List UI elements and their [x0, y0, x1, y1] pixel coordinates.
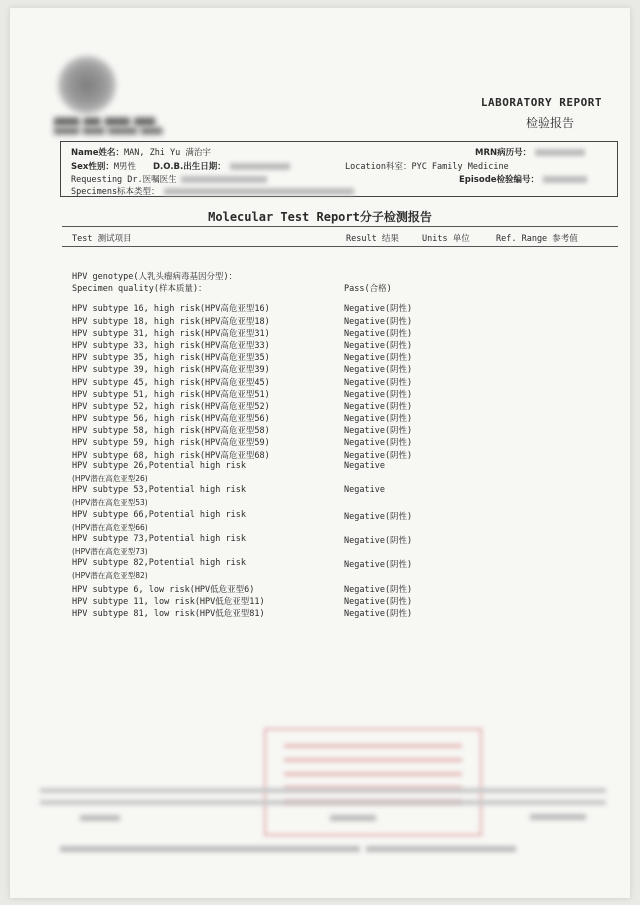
table-row — [72, 351, 592, 363]
test-name: HPV subtype 18, high risk(HPV高危亚型18) — [72, 316, 270, 327]
dob-field — [153, 160, 290, 172]
test-result: Negative(阴性) — [344, 609, 413, 620]
table-row — [72, 485, 592, 509]
table-row — [72, 363, 592, 375]
table-row — [72, 510, 592, 534]
hospital-logo — [58, 56, 116, 114]
test-result: Negative(阴性) — [344, 426, 413, 437]
sex-label: Sex性别： — [71, 162, 114, 172]
table-row — [72, 412, 592, 424]
hospital-subname-redacted: ███████ ██████ ████████ ██████ — [54, 128, 163, 135]
report-header-title: LABORATORY REPORT — [480, 96, 602, 109]
test-name: HPV subtype 81, low risk(HPV低危亚型81) — [72, 609, 265, 620]
test-result: Negative(阴性) — [344, 414, 413, 425]
test-name-cn: (HPV潜在高危亚型53) — [72, 498, 148, 508]
footer-redacted-note-cn — [366, 846, 516, 852]
test-name: HPV subtype 66,Potential high risk — [72, 509, 246, 520]
table-row — [72, 424, 592, 436]
test-result: Negative(阴性) — [344, 365, 413, 376]
footer-redacted-note — [60, 846, 360, 852]
test-name: HPV subtype 11, low risk(HPV低危亚型11) — [72, 596, 265, 607]
mrn-field — [475, 146, 585, 158]
location-label: Location科室： — [345, 162, 412, 172]
col-header-result: Result 结果 — [346, 234, 399, 244]
table-row — [72, 315, 592, 327]
specimen-quality-value: Pass(合格) — [344, 284, 392, 295]
dob-label: D.O.B.出生日期： — [153, 162, 226, 172]
genotype-heading-row — [72, 270, 592, 282]
table-row — [72, 436, 592, 448]
test-result: Negative — [344, 460, 385, 471]
test-result: Negative(阴性) — [344, 584, 413, 595]
patient-info-box — [60, 141, 618, 197]
requesting-field — [71, 173, 267, 185]
test-result: Negative(阴性) — [344, 340, 413, 351]
table-row — [72, 449, 592, 461]
test-result: Negative(阴性) — [344, 450, 413, 461]
test-name: HPV subtype 33, high risk(HPV高危亚型33) — [72, 340, 270, 351]
test-name: HPV subtype 73,Potential high risk — [72, 533, 246, 544]
mrn-label: MRN病历号： — [475, 148, 532, 158]
table-row — [72, 302, 592, 314]
location-field — [345, 160, 509, 172]
patient-name-field — [71, 146, 211, 158]
test-name: HPV subtype 52, high risk(HPV高危亚型52) — [72, 401, 270, 412]
sex-field — [71, 160, 136, 172]
hospital-name-redacted: ██████ ████ ██████ █████ — [54, 118, 156, 126]
test-result: Negative(阴性) — [344, 389, 413, 400]
test-name: HPV subtype 59, high risk(HPV高危亚型59) — [72, 438, 270, 449]
test-result: Negative(阴性) — [344, 377, 413, 388]
genotype-label: HPV genotype(人乳头瘤病毒基因分型)： — [72, 272, 238, 282]
specimen-quality-label: Specimen quality(样本质量)： — [72, 284, 207, 295]
test-name: HPV subtype 6, low risk(HPV低危亚型6) — [72, 584, 255, 595]
test-result: Negative(阴性) — [344, 535, 413, 546]
table-row — [72, 376, 592, 388]
test-result: Negative(阴性) — [344, 353, 413, 364]
test-name: HPV subtype 53,Potential high risk — [72, 485, 246, 496]
specimens-redacted — [164, 188, 354, 195]
test-result: Negative(阴性) — [344, 401, 413, 412]
test-name-cn: (HPV潜在高危亚型26) — [72, 473, 148, 483]
test-result: Negative(阴性) — [344, 438, 413, 449]
report-header-title-cn: 检验报告 — [525, 116, 574, 130]
test-name-cn: (HPV潜在高危亚型82) — [72, 571, 148, 581]
table-row — [72, 595, 592, 607]
test-result: Negative(阴性) — [344, 328, 413, 339]
episode-label: Episode检验编号： — [459, 175, 540, 185]
test-name-cn: (HPV潜在高危亚型73) — [72, 546, 148, 556]
table-row — [72, 461, 592, 485]
test-name: HPV subtype 31, high risk(HPV高危亚型31) — [72, 328, 270, 339]
test-name: HPV subtype 56, high risk(HPV高危亚型56) — [72, 414, 270, 425]
divider-top — [62, 226, 618, 227]
test-result: Negative — [344, 485, 385, 496]
test-name-cn: (HPV潜在高危亚型66) — [72, 522, 148, 532]
report-page — [10, 8, 630, 898]
molecular-report-title: Molecular Test Report分子检测报告 — [208, 210, 432, 224]
test-name: HPV subtype 68, high risk(HPV高危亚型68) — [72, 450, 270, 461]
table-row — [72, 339, 592, 351]
test-result: Negative(阴性) — [344, 316, 413, 327]
footer-redacted-line-2 — [40, 800, 606, 805]
col-header-test: Test 测试项目 — [72, 234, 132, 244]
table-row — [72, 607, 592, 619]
table-row — [72, 534, 592, 558]
results-table — [72, 270, 592, 619]
test-name: HPV subtype 45, high risk(HPV高危亚型45) — [72, 377, 270, 388]
sex-value: M男性 — [113, 162, 136, 172]
test-result: Negative(阴性) — [344, 596, 413, 607]
dob-redacted — [230, 163, 290, 170]
specimens-field — [71, 185, 354, 197]
specimens-label: Specimens标本类型： — [71, 187, 160, 197]
test-name: HPV subtype 35, high risk(HPV高危亚型35) — [72, 353, 270, 364]
test-result: Negative(阴性) — [344, 511, 413, 522]
col-header-units: Units 单位 — [422, 234, 470, 244]
footer-redacted-signature-1 — [80, 815, 120, 821]
footer-redacted-page-number — [530, 814, 586, 820]
test-name: HPV subtype 82,Potential high risk — [72, 558, 246, 569]
footer-redacted-signature-2 — [330, 815, 376, 821]
test-name: HPV subtype 58, high risk(HPV高危亚型58) — [72, 426, 270, 437]
specimen-quality-row — [72, 282, 592, 294]
mrn-redacted — [535, 149, 585, 156]
location-value: PYC Family Medicine — [411, 162, 509, 172]
test-name: HPV subtype 26,Potential high risk — [72, 460, 246, 471]
test-name: HPV subtype 51, high risk(HPV高危亚型51) — [72, 389, 270, 400]
name-value: MAN, Zhi Yu 满治宇 — [123, 148, 211, 158]
table-row — [72, 327, 592, 339]
col-header-ref-range: Ref. Range 参考值 — [496, 234, 578, 244]
episode-field — [459, 173, 587, 185]
episode-redacted — [543, 176, 587, 183]
table-row — [72, 388, 592, 400]
name-label: Name姓名： — [71, 148, 124, 158]
requesting-label: Requesting Dr.医嘱医生 — [71, 175, 177, 185]
test-result: Negative(阴性) — [344, 304, 413, 315]
table-row — [72, 400, 592, 412]
test-name: HPV subtype 39, high risk(HPV高危亚型39) — [72, 365, 270, 376]
table-row — [72, 558, 592, 582]
divider-header — [62, 246, 618, 247]
test-name: HPV subtype 16, high risk(HPV高危亚型16) — [72, 304, 270, 315]
test-result: Negative(阴性) — [344, 560, 413, 571]
footer-redacted-line-1 — [40, 788, 606, 793]
table-row — [72, 583, 592, 595]
requesting-redacted — [181, 176, 267, 183]
